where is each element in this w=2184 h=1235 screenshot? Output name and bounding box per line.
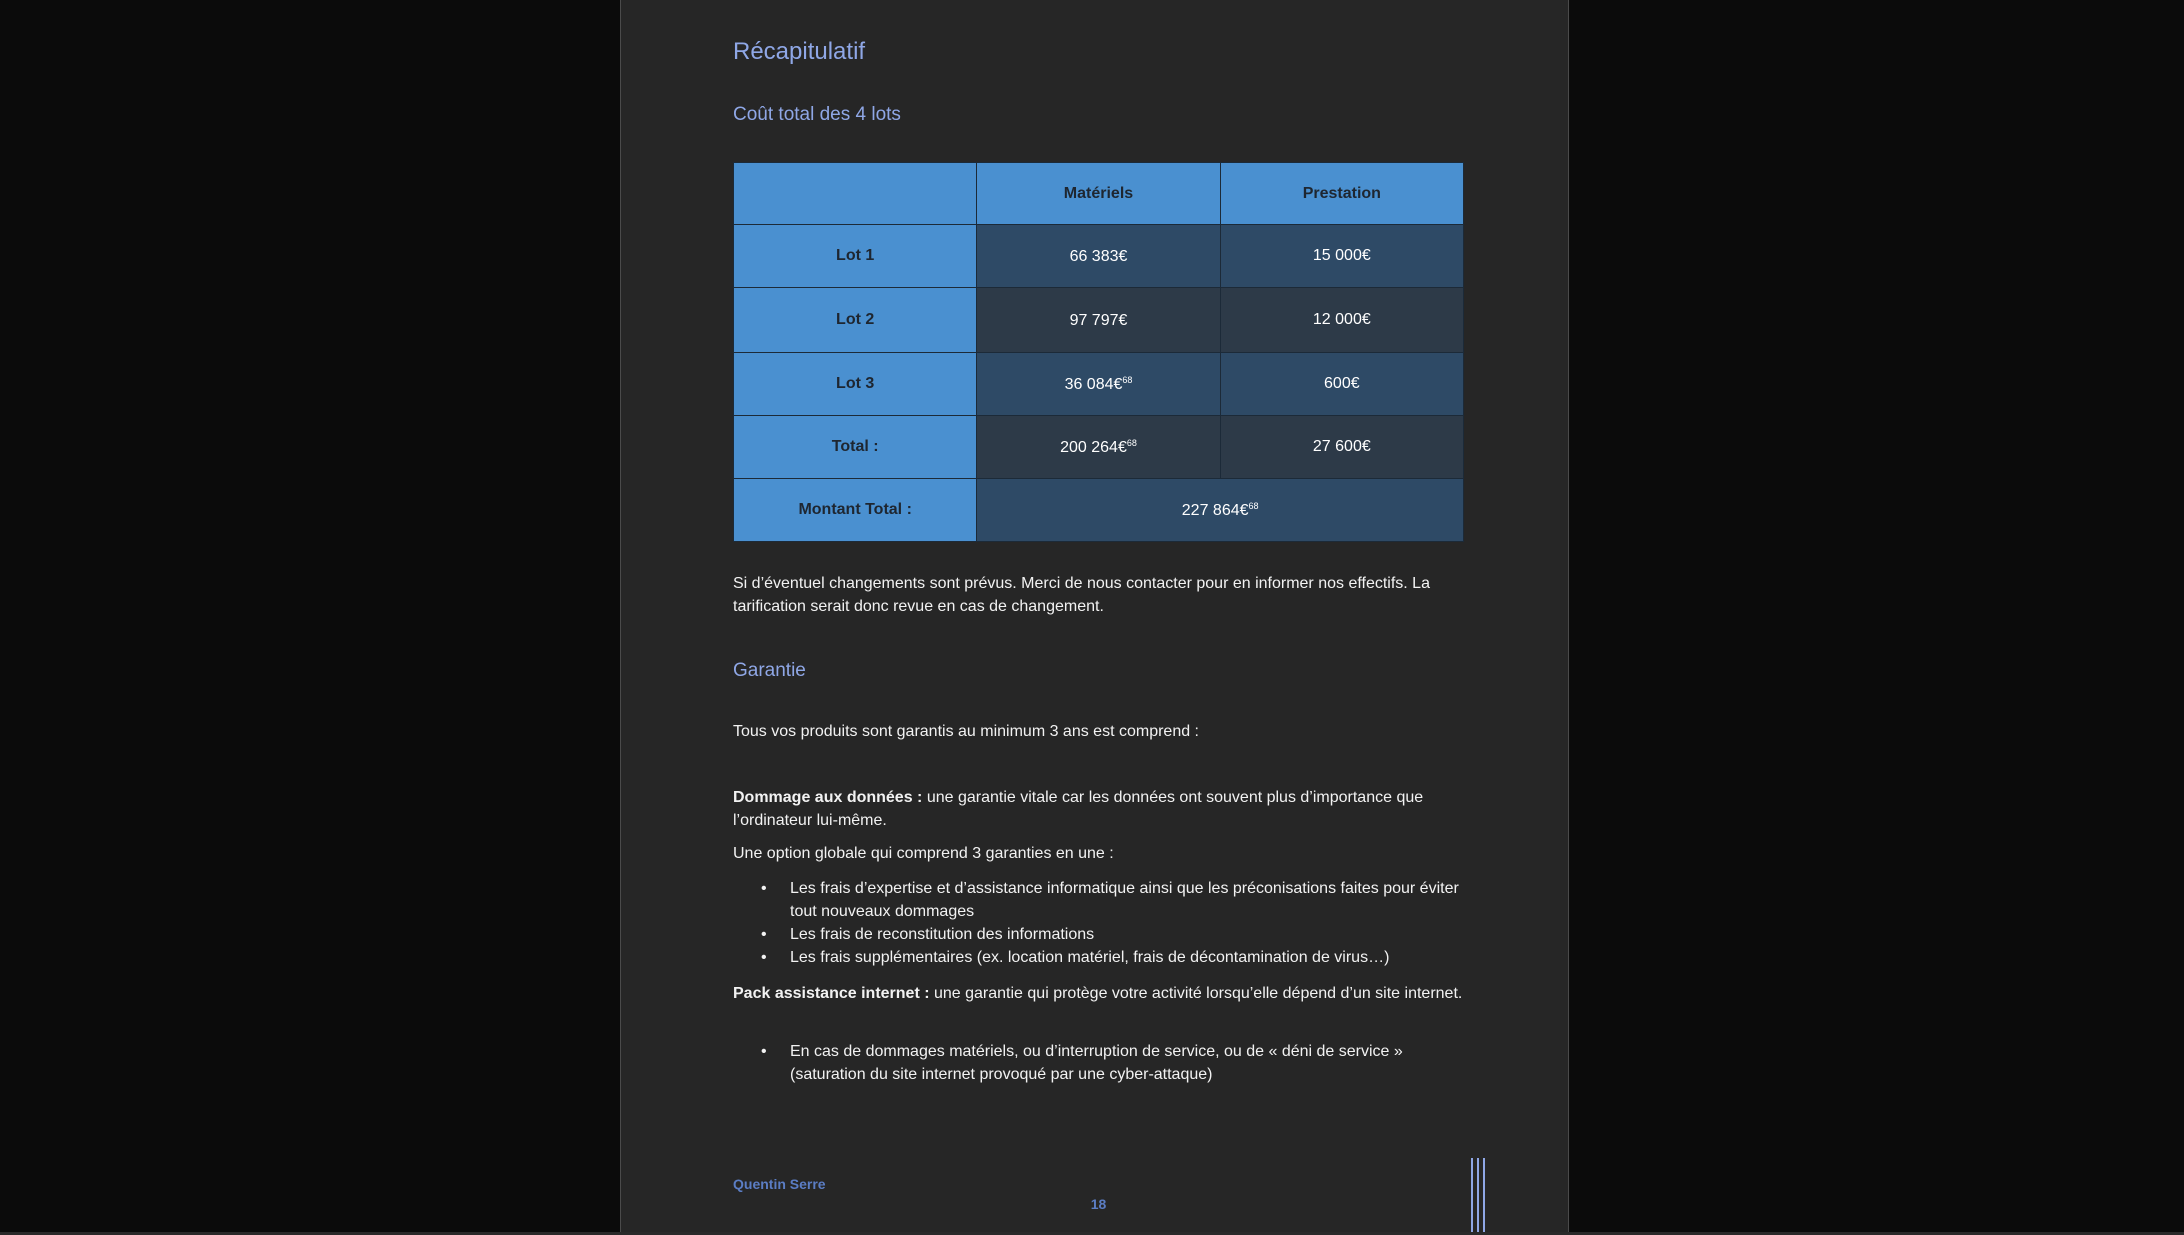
option-bullet-list	[733, 877, 1464, 969]
cell-materiels: 36 084€$^{68}$	[977, 353, 1220, 416]
cell-prestation: 27 600€	[1220, 416, 1463, 479]
table-row	[734, 288, 1464, 353]
decorative-vertical-lines	[1471, 1158, 1485, 1232]
table-row-grand-total	[734, 479, 1464, 542]
pack-bullet-list	[733, 1040, 1464, 1086]
row-label: Total :	[734, 416, 977, 479]
row-label: Lot 2	[734, 288, 977, 353]
list-item: • Les frais d’expertise et d’assistance informatique ainsi que les préconisations faites pour éviter tout nouveaux dommages	[733, 877, 1464, 923]
cell-grand-total: 227 864€$^{68}$	[977, 479, 1464, 542]
footer-author: Quentin Serre	[733, 1176, 826, 1192]
option-paragraph: Une option globale qui comprend 3 garanties en une :	[733, 845, 1114, 862]
table-row	[734, 353, 1464, 416]
table-header-empty	[734, 163, 977, 225]
pricing-note: Si d’éventuel changements sont prévus. Merci de nous contacter pour en informer nos effectifs. La tarification serait donc revue en cas de changement.	[733, 575, 1430, 615]
row-label: Lot 3	[734, 353, 977, 416]
table-row	[734, 225, 1464, 288]
cell-materiels: 200 264€$^{68}$	[977, 416, 1220, 479]
garantie-intro: Tous vos produits sont garantis au minimum 3 ans est comprend :	[733, 723, 1199, 740]
cell-prestation: 12 000€	[1220, 288, 1463, 353]
document-page	[620, 0, 1569, 1232]
page-title: Récapitulatif	[733, 38, 866, 65]
dommage-paragraph: Dommage aux données : une garantie vitale car les données ont souvent plus d’importance que l’ordinateur lui-même.	[733, 789, 1424, 829]
cell-materiels: 97 797€	[977, 288, 1220, 353]
row-label: Montant Total :	[734, 479, 977, 542]
table-header-prestation: Prestation	[1220, 163, 1463, 225]
cell-prestation: 600€	[1220, 353, 1463, 416]
section-heading-cost: Coût total des 4 lots	[733, 104, 901, 125]
pack-paragraph: Pack assistance internet : une garantie qui protège votre activité lorsqu’elle dépend d’un site internet.	[733, 985, 1463, 1002]
list-item: • Les frais de reconstitution des informations	[733, 923, 1464, 946]
section-heading-garantie: Garantie	[733, 660, 806, 681]
cell-materiels: 66 383€	[977, 225, 1220, 288]
row-label: Lot 1	[734, 225, 977, 288]
page-number: 18	[1090, 1196, 1107, 1212]
cost-table	[733, 162, 1464, 542]
table-row-total	[734, 416, 1464, 479]
cell-prestation: 15 000€	[1220, 225, 1463, 288]
list-item: • En cas de dommages matériels, ou d’interruption de service, ou de « déni de service » (saturation du site internet provoqué par une cyber-attaque)	[733, 1040, 1464, 1086]
table-header-materiels: Matériels	[977, 163, 1220, 225]
list-item: • Les frais supplémentaires (ex. location matériel, frais de décontamination de virus…)	[733, 946, 1464, 969]
